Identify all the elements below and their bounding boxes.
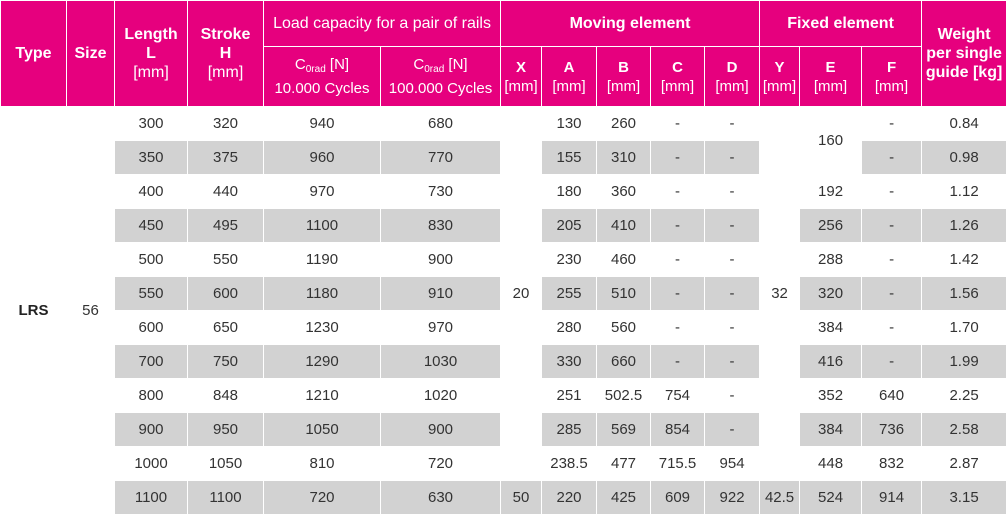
c100-cell: 720 <box>381 447 501 481</box>
d-header <box>705 47 760 107</box>
c100-cell: 900 <box>381 243 501 277</box>
f-cell: 914 <box>862 481 922 515</box>
a-header-label: A <box>563 58 575 76</box>
b-cell: 569 <box>597 413 651 447</box>
b-cell: 502.5 <box>597 379 651 413</box>
c10-cell: 1230 <box>264 311 381 345</box>
weight-cell: 2.58 <box>922 413 1006 447</box>
header-row-main <box>1 1 1006 47</box>
c100-unit: [N] <box>444 56 468 73</box>
load-capacity-header: Load capacity for a pair of rails <box>264 1 501 47</box>
length-header <box>115 1 188 107</box>
size-cell: 56 <box>67 107 115 515</box>
a-cell: 285 <box>542 413 597 447</box>
c-cell: - <box>651 209 705 243</box>
y-header-unit: [mm] <box>762 77 797 95</box>
c10-cycles: 10.000 Cycles <box>274 80 370 97</box>
length-cell: 700 <box>115 345 188 379</box>
length-cell: 900 <box>115 413 188 447</box>
c10-cell: 1050 <box>264 413 381 447</box>
d-cell: - <box>705 345 760 379</box>
b-header <box>597 47 651 107</box>
e-header <box>800 47 862 107</box>
weight-cell: 0.98 <box>922 141 1006 175</box>
f-cell: - <box>862 345 922 379</box>
c10-cell: 1210 <box>264 379 381 413</box>
b-cell: 460 <box>597 243 651 277</box>
a-cell: 238.5 <box>542 447 597 481</box>
c10-cell: 1290 <box>264 345 381 379</box>
c-cell: 609 <box>651 481 705 515</box>
weight-cell: 2.87 <box>922 447 1006 481</box>
c100-cell: 970 <box>381 311 501 345</box>
c-cell: - <box>651 243 705 277</box>
c10-header-label <box>264 55 380 79</box>
stroke-cell: 848 <box>188 379 264 413</box>
stroke-cell: 600 <box>188 277 264 311</box>
c-cell: - <box>651 311 705 345</box>
f-cell: 736 <box>862 413 922 447</box>
weight-cell: 2.25 <box>922 379 1006 413</box>
a-cell: 280 <box>542 311 597 345</box>
e-header-unit: [mm] <box>813 77 848 95</box>
f-header <box>862 47 922 107</box>
b-header-unit: [mm] <box>606 77 641 95</box>
c10-sub: 0rad <box>305 64 326 75</box>
d-cell: 922 <box>705 481 760 515</box>
weight-header-label: Weight <box>937 26 991 43</box>
d-cell: - <box>705 209 760 243</box>
stroke-cell: 550 <box>188 243 264 277</box>
c-header-label: C <box>672 58 683 76</box>
stroke-cell: 1100 <box>188 481 264 515</box>
c-cell: 715.5 <box>651 447 705 481</box>
a-cell: 130 <box>542 107 597 141</box>
f-cell: - <box>862 107 922 141</box>
c100-sub: 0rad <box>424 64 445 75</box>
type-header: Type <box>1 1 67 107</box>
c-cell: - <box>651 107 705 141</box>
b-cell: 425 <box>597 481 651 515</box>
c-cell: 754 <box>651 379 705 413</box>
f-cell: - <box>862 141 922 175</box>
c100-cell: 770 <box>381 141 501 175</box>
weight-cell: 1.12 <box>922 175 1006 209</box>
b-cell: 510 <box>597 277 651 311</box>
spec-table-body <box>1 107 1006 515</box>
c100-cell: 900 <box>381 413 501 447</box>
d-cell: - <box>705 311 760 345</box>
table-row <box>1 481 1006 515</box>
d-cell: - <box>705 107 760 141</box>
fixed-element-header: Fixed element <box>760 1 922 47</box>
stroke-cell: 650 <box>188 311 264 345</box>
length-cell: 350 <box>115 141 188 175</box>
e-cell: 320 <box>800 277 862 311</box>
weight-header-line3: guide [kg] <box>925 64 1003 81</box>
a-cell: 255 <box>542 277 597 311</box>
e-cell: 160 <box>800 107 862 175</box>
a-cell: 230 <box>542 243 597 277</box>
a-header-unit: [mm] <box>552 77 586 95</box>
c10-cell: 960 <box>264 141 381 175</box>
weight-cell: 1.42 <box>922 243 1006 277</box>
c10-cell: 810 <box>264 447 381 481</box>
c10-main: C <box>294 56 306 73</box>
c-cell: - <box>651 345 705 379</box>
length-cell: 500 <box>115 243 188 277</box>
e-cell: 384 <box>800 311 862 345</box>
table-row <box>1 107 1006 141</box>
length-cell: 600 <box>115 311 188 345</box>
c10-cell: 1100 <box>264 209 381 243</box>
length-cell: 300 <box>115 107 188 141</box>
y-header-label: Y <box>774 58 785 76</box>
weight-cell: 0.84 <box>922 107 1006 141</box>
c10-cell: 940 <box>264 107 381 141</box>
y-cell: 32 <box>760 107 800 481</box>
a-cell: 330 <box>542 345 597 379</box>
c100-cycles: 100.000 Cycles <box>388 80 493 97</box>
c-header-unit: [mm] <box>660 77 695 95</box>
c100-cell: 680 <box>381 107 501 141</box>
c100-cell: 910 <box>381 277 501 311</box>
c10-cell: 1180 <box>264 277 381 311</box>
e-cell: 288 <box>800 243 862 277</box>
c-cell: - <box>651 277 705 311</box>
b-cell: 477 <box>597 447 651 481</box>
d-cell: - <box>705 413 760 447</box>
c10-unit: [N] <box>325 56 350 73</box>
b-cell: 260 <box>597 107 651 141</box>
stroke-cell: 495 <box>188 209 264 243</box>
stroke-cell: 375 <box>188 141 264 175</box>
a-cell: 220 <box>542 481 597 515</box>
a-header <box>542 47 597 107</box>
length-header-unit: [mm] <box>133 64 169 81</box>
length-cell: 400 <box>115 175 188 209</box>
c100-cell: 1020 <box>381 379 501 413</box>
f-header-unit: [mm] <box>874 77 909 95</box>
e-cell: 416 <box>800 345 862 379</box>
c100-header-label <box>381 55 500 79</box>
d-header-unit: [mm] <box>715 77 749 95</box>
stroke-header-label: Stroke <box>200 26 251 43</box>
length-cell: 1100 <box>115 481 188 515</box>
c100-header <box>381 47 501 107</box>
length-cell: 550 <box>115 277 188 311</box>
length-header-label: Length <box>124 26 178 43</box>
f-cell: 640 <box>862 379 922 413</box>
e-cell: 448 <box>800 447 862 481</box>
c100-main: C <box>413 56 425 73</box>
c100-cell: 730 <box>381 175 501 209</box>
x-cell: 20 <box>501 107 542 481</box>
b-cell: 410 <box>597 209 651 243</box>
c10-cell: 1190 <box>264 243 381 277</box>
c-cell: 854 <box>651 413 705 447</box>
c10-cell: 970 <box>264 175 381 209</box>
size-header: Size <box>67 1 115 107</box>
stroke-header <box>188 1 264 107</box>
y-cell: 42.5 <box>760 481 800 515</box>
stroke-cell: 440 <box>188 175 264 209</box>
stroke-header-unit: [mm] <box>207 64 244 81</box>
length-header-symbol: L <box>146 45 156 62</box>
d-cell: - <box>705 379 760 413</box>
stroke-cell: 1050 <box>188 447 264 481</box>
c100-cell: 1030 <box>381 345 501 379</box>
length-cell: 800 <box>115 379 188 413</box>
x-header-unit: [mm] <box>504 77 538 95</box>
length-cell: 450 <box>115 209 188 243</box>
stroke-cell: 950 <box>188 413 264 447</box>
weight-cell: 1.56 <box>922 277 1006 311</box>
b-header-label: B <box>618 58 629 76</box>
x-header-label: X <box>516 58 527 76</box>
e-cell: 384 <box>800 413 862 447</box>
c-header <box>651 47 705 107</box>
d-header-label: D <box>726 58 738 76</box>
c10-header <box>264 47 381 107</box>
c-cell: - <box>651 141 705 175</box>
d-cell: - <box>705 141 760 175</box>
x-header <box>501 47 542 107</box>
c100-cell: 830 <box>381 209 501 243</box>
b-cell: 660 <box>597 345 651 379</box>
type-cell: LRS <box>1 107 67 515</box>
weight-cell: 1.26 <box>922 209 1006 243</box>
e-cell: 352 <box>800 379 862 413</box>
c100-cell: 630 <box>381 481 501 515</box>
stroke-cell: 750 <box>188 345 264 379</box>
e-cell: 524 <box>800 481 862 515</box>
f-cell: 832 <box>862 447 922 481</box>
b-cell: 360 <box>597 175 651 209</box>
f-cell: - <box>862 175 922 209</box>
e-header-label: E <box>825 58 836 76</box>
stroke-header-symbol: H <box>219 45 232 62</box>
stroke-cell: 320 <box>188 107 264 141</box>
a-cell: 205 <box>542 209 597 243</box>
a-cell: 155 <box>542 141 597 175</box>
b-cell: 310 <box>597 141 651 175</box>
c10-cell: 720 <box>264 481 381 515</box>
f-header-label: F <box>886 58 897 76</box>
d-cell: 954 <box>705 447 760 481</box>
weight-cell: 1.99 <box>922 345 1006 379</box>
y-header <box>760 47 800 107</box>
e-cell: 256 <box>800 209 862 243</box>
c-cell: - <box>651 175 705 209</box>
f-cell: - <box>862 277 922 311</box>
b-cell: 560 <box>597 311 651 345</box>
d-cell: - <box>705 243 760 277</box>
a-cell: 180 <box>542 175 597 209</box>
f-cell: - <box>862 311 922 345</box>
length-cell: 1000 <box>115 447 188 481</box>
f-cell: - <box>862 243 922 277</box>
x-cell: 50 <box>501 481 542 515</box>
d-cell: - <box>705 277 760 311</box>
a-cell: 251 <box>542 379 597 413</box>
weight-header <box>922 1 1006 107</box>
weight-header-line2: per single <box>926 45 1002 62</box>
weight-cell: 1.70 <box>922 311 1006 345</box>
moving-element-header: Moving element <box>501 1 760 47</box>
weight-cell: 3.15 <box>922 481 1006 515</box>
f-cell: - <box>862 209 922 243</box>
e-cell: 192 <box>800 175 862 209</box>
d-cell: - <box>705 175 760 209</box>
